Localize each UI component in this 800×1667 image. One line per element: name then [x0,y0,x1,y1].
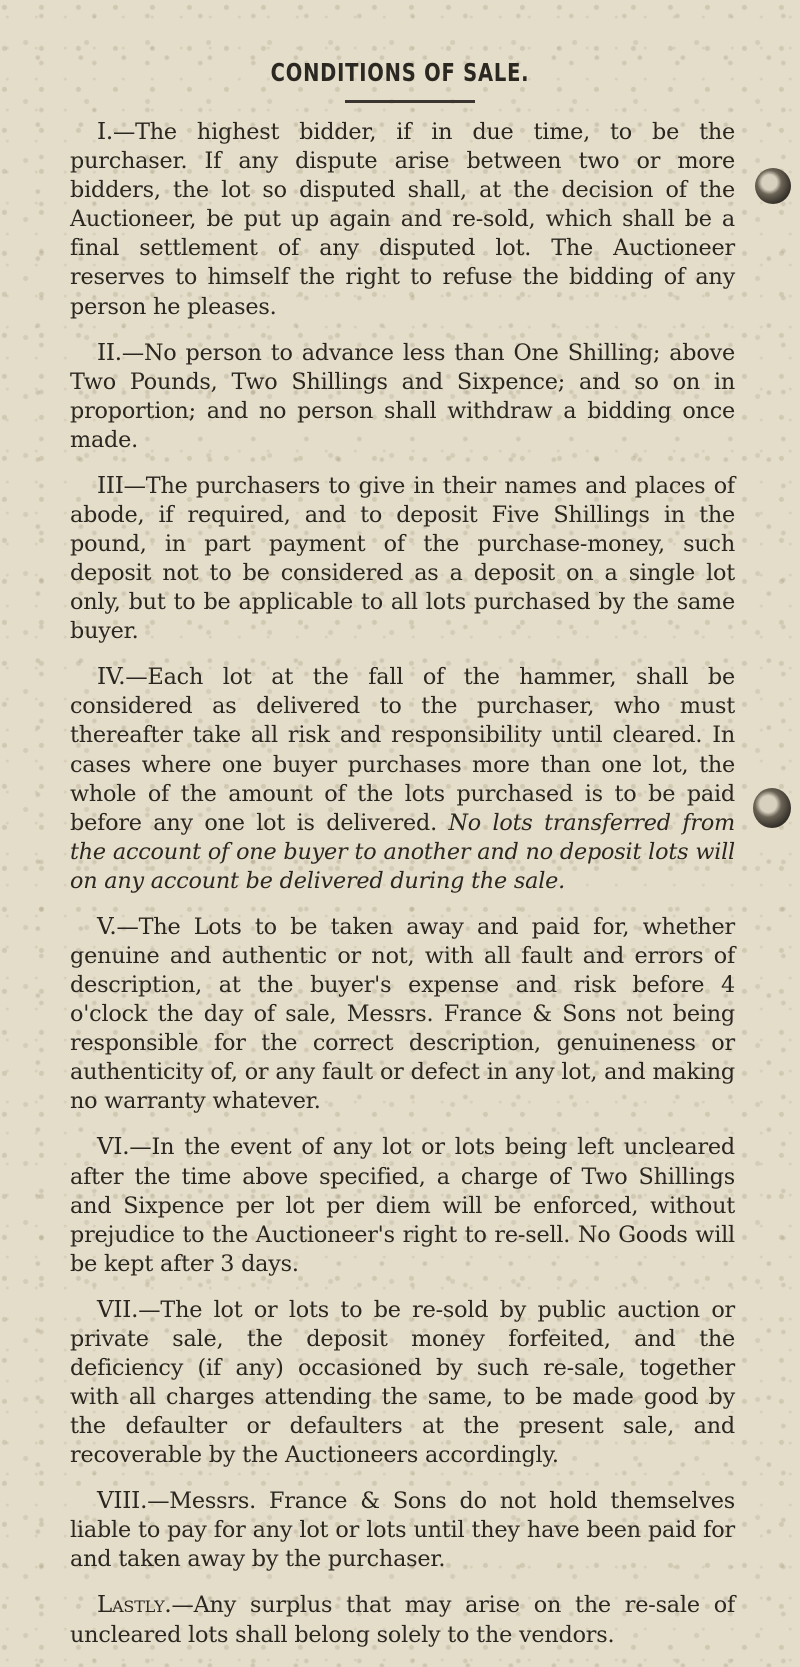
condition-9 [70,1591,735,1649]
binding-hole-icon [753,788,791,828]
condition-number: VI. [97,1134,130,1161]
title-rule [345,100,475,103]
condition-text: —Each lot at the fall of the hammer, shall be considered as delivered to the purchaser, who must thereafter take all risk and responsibility until cleared. In cases where one buyer purchases more than one lot, the whole of the amount of the lots purchased is to be paid before any one lot is delivered. [70,664,735,836]
condition-number: I. [97,119,113,145]
condition-number: IV. [97,664,126,691]
condition-number: Lastly. [97,1592,172,1619]
conditions-list [70,118,735,1667]
condition-6 [70,1133,735,1278]
condition-number: V. [97,913,117,940]
page-title: CONDITIONS OF SALE. [270,58,530,87]
condition-5 [70,913,735,1117]
condition-3 [70,472,735,647]
condition-8 [70,1487,735,1574]
condition-number: III [97,472,124,499]
condition-text: —No person to advance less than One Shilling; above Two Pounds, Two Shillings and Sixpence; and so on in proportion; and no person shall withdraw a bidding once made. [70,339,735,453]
condition-text: —Any surplus that may arise on the re-sale of uncleared lots shall belong solely to the vendors. [70,1592,735,1648]
condition-7 [70,1296,735,1471]
condition-number: II. [97,339,122,366]
condition-text: —In the event of any lot or lots being left uncleared after the time above specified, a charge of Two Shillings and Sixpence per lot per diem will be enforced, without prejudice to the Auctioneer's right to re-sell. No Goods will be kept after 3 days. [70,1134,735,1277]
condition-1 [70,118,735,322]
condition-text: —The lot or lots to be re-sold by public auction or private sale, the deposit money forfeited, and the deficiency (if any) occasioned by such re-sale, together with all charges attending the same, to be made good by the defaulter or defaulters at the present sale, and recoverable by the Auctioneers accordingly. [70,1296,735,1469]
condition-text: —The purchasers to give in their names and places of abode, if required, and to deposit Five Shillings in the pound, in part payment of the purchase-money, such deposit not to be considered as a deposit on a single lot only, but to be applicable to all lots purchased by the same buyer. [70,472,735,645]
condition-number: VII. [97,1296,139,1323]
condition-2 [70,339,735,455]
condition-text: —The highest bidder, if in due time, to be the purchaser. If any dispute arise between two or more bidders, the lot so disputed shall, at the decision of the Auctioneer, be put up again and re-sold, which shall be a final settlement of any disputed lot. The Auctioneer reserves to himself the right to refuse the bidding of any person he pleases. [70,119,735,320]
condition-4 [70,663,735,896]
binding-hole-icon [755,168,791,204]
condition-italic-text: No lots transferred from the account of one buyer to another and no deposit lots will on any account be delivered during the sale. [70,809,735,894]
condition-text: —Messrs. France & Sons do not hold themselves liable to pay for any lot or lots until they have been paid for and taken away by the purchaser. [70,1488,735,1573]
condition-text: —The Lots to be taken away and paid for, whether genuine and authentic or not, with all fault and errors of description, at the buyer's expense and risk before 4 o'clock the day of sale, Messrs. France & Sons not being responsible for the correct description, genuineness or authenticity of, or any fault or defect in any lot, and making no warranty whatever. [70,913,735,1115]
condition-number: VIII. [97,1488,148,1515]
